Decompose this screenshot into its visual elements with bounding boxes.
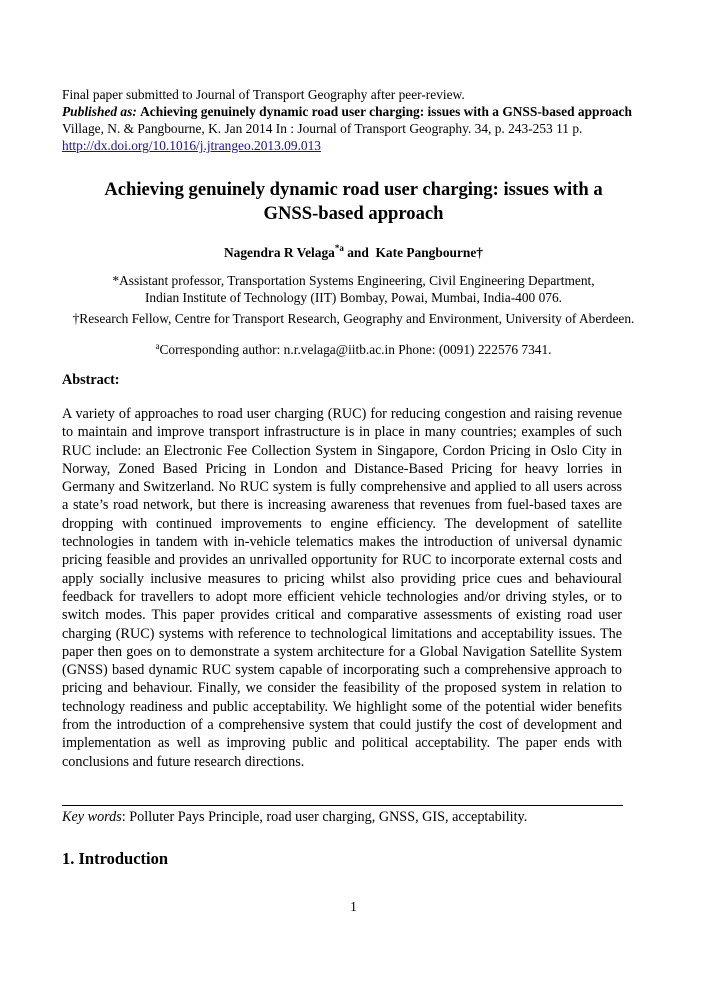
citation: Village, N. & Pangbourne, K. Jan 2014 In : Journal of Transport Geography. 34, p. 243-253 11 p. <box>62 121 583 136</box>
keywords-text: : Polluter Pays Principle, road user charging, GNSS, GIS, acceptability. <box>121 809 528 825</box>
published-as-line <box>62 103 632 120</box>
author-1: Nagendra R Velaga <box>224 245 335 260</box>
abstract-body: A variety of approaches to road user charging (RUC) for reducing congestion and raising revenue to maintain and improve transport infrastructure is in place in many countries; examples of such RUC include: an Electronic Fee Collection System in Singapore, Cordon Pricing in Oslo City in Norway, Zoned Based Pricing in London and Distance-Based Pricing for heavy lorries in Germany and Switzerland. No RUC system is fully comprehensive and applied to all users across a state’s road network, but there is increasing awareness that revenues from fuel-based taxes are dropping with continued improvements to engine efficiency. The development of satellite technologies in tandem with in-vehicle telematics makes the introduction of universal dynamic pricing feasible and provides an unrivalled opportunity for RUC to incorporate external costs and apply socially inclusive measures to pricing whilst also providing price cues and behavioural feedback for travellers to adopt more efficient vehicle technologies and/or driving styles, or to switch modes. This paper provides critical and comparative assessments of existing road user charging (RUC) systems with reference to technological limitations and acceptability issues. The paper then goes on to demonstrate a system architecture for a Global Navigation Satellite System (GNSS) based dynamic RUC system capable of incorporating such a comprehensive approach to pricing and behaviour. Finally, we consider the feasibility of the proposed system in relation to technology readiness and public acceptability. We highlight some of the potential wider benefits from the introduction of a comprehensive system that could justify the cost of development and implementation as well as improving public and political acceptability. The paper ends with conclusions and future research directions. <box>62 406 622 770</box>
published-title: Achieving genuinely dynamic road user charging: issues with a GNSS-based approach <box>140 104 632 119</box>
author-line <box>62 244 645 262</box>
author-2: Kate Pangbourne† <box>375 245 483 260</box>
published-label: Published as: <box>62 104 137 119</box>
doi-line <box>62 137 321 154</box>
section-heading: 1. Introduction <box>62 849 169 868</box>
keywords-line <box>62 808 527 826</box>
page-number: 1 <box>350 899 357 914</box>
affiliation-2: †Research Fellow, Centre for Transport Research, Geography and Environment, University of Aberdeen. <box>72 311 635 326</box>
corresponding-author <box>62 341 645 359</box>
author-1-marks: *a <box>334 243 344 253</box>
corresponding-text: Corresponding author: n.r.velaga@iitb.ac.in Phone: (0091) 222576 7341. <box>159 342 552 357</box>
paper-title <box>62 178 645 226</box>
author-join: and <box>343 245 376 260</box>
paper-title-line-2: GNSS-based approach <box>263 203 444 224</box>
doi-link[interactable]: http://dx.doi.org/10.1016/j.jtrangeo.2013.09.013 <box>62 138 321 153</box>
affiliation-1-line-2: Indian Institute of Technology (IIT) Bombay, Powai, Mumbai, India-400 076. <box>144 290 563 305</box>
paper-title-line-1: Achieving genuinely dynamic road user charging: issues with a <box>104 179 603 200</box>
affiliation-1-line-1: *Assistant professor, Transportation Systems Engineering, Civil Engineering Department, <box>112 273 595 288</box>
keywords-label: Key words <box>62 809 122 825</box>
abstract-heading: Abstract: <box>62 372 120 388</box>
corresponding-mark: a <box>155 341 160 351</box>
keywords-divider <box>62 805 623 806</box>
affiliation-1 <box>62 272 645 306</box>
submission-note: Final paper submitted to Journal of Transport Geography after peer-review. <box>62 87 465 102</box>
